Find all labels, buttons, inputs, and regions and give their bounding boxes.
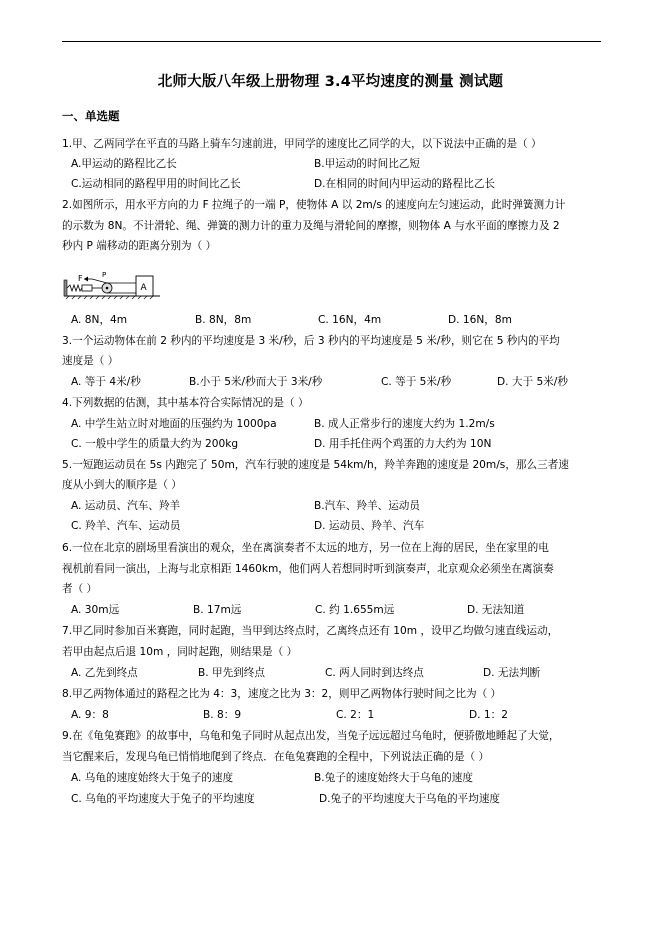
- q7-stem-line1: 7.甲乙同时参加百米赛跑，同时起跑，当甲到达终点时，乙离终点还有 10m ，设甲乙均做匀速直线运动，: [62, 625, 559, 637]
- q4-option-d: D. 用手托住两个鸡蛋的力大约为 10N: [314, 438, 492, 450]
- spring-scale: [67, 285, 82, 291]
- q3-option-a: A. 等于 4米/秒: [71, 376, 141, 388]
- force-arrow-head: [84, 277, 88, 282]
- block-a-label: A: [140, 283, 147, 293]
- q6-option-b: B. 17m远: [193, 604, 242, 616]
- pulley-diagram: [62, 265, 162, 303]
- q9-option-c: C. 乌龟的平均速度大于兔子的平均速度: [71, 793, 255, 805]
- q1-stem: 1.甲、乙两同学在平直的马路上骑车匀速前进，甲同学的速度比乙同学的大，以下说法中正确的是（ ）: [62, 138, 542, 150]
- q9-option-b: B.兔子的速度始终大于乌龟的速度: [314, 772, 473, 784]
- wall: [64, 280, 67, 296]
- q7-option-a: A. 乙先到终点: [71, 667, 138, 679]
- q1-option-d: D.在相同的时间内甲运动的路程比乙长: [314, 178, 496, 190]
- q6-option-a: A. 30m远: [71, 604, 120, 616]
- q4-stem: 4.下列数据的估测，其中基本符合实际情况的是（ ）: [62, 397, 309, 409]
- q8-option-a: A. 9：8: [71, 709, 109, 721]
- q9-option-d: D.兔子的平均速度大于乌龟的平均速度: [319, 793, 501, 805]
- q5-stem-line2: 度从小到大的顺序是（ ）: [62, 479, 182, 491]
- rope-pull: [92, 279, 107, 283]
- q3-option-d: D. 大于 5米/秒: [497, 376, 568, 388]
- q1-option-a: A.甲运动的路程比乙长: [71, 158, 177, 170]
- q7-stem-line2: 若甲由起点后退 10m ，同时起跑，则结果是（ ）: [62, 646, 298, 658]
- q5-option-a: A. 运动员、汽车、羚羊: [71, 500, 181, 512]
- pulley-axle: [106, 287, 109, 290]
- q4-option-c: C. 一般中学生的质量大约为 200kg: [71, 438, 239, 450]
- q9-stem-line2: 当它醒来后，发现乌龟已悄悄地爬到了终点．在龟兔赛跑的全程中，下列说法正确的是（ ）: [62, 751, 490, 763]
- q2-option-c: C. 16N，4m: [318, 314, 382, 326]
- q2-option-b: B. 8N，8m: [195, 314, 252, 326]
- q5-option-b: B.汽车、羚羊、运动员: [314, 500, 420, 512]
- q7-option-d: D. 无法判断: [483, 667, 541, 679]
- q1-option-c: C.运动相同的路程甲用的时间比乙长: [71, 178, 241, 190]
- q3-option-b: B.小于 5米/秒而大于 3米/秒: [189, 376, 323, 388]
- q5-option-d: D. 运动员、羚羊、汽车: [314, 520, 425, 532]
- q5-stem-line1: 5.一短跑运动员在 5s 内跑完了 50m，汽车行驶的速度是 54km/h，羚羊奔跑的速度是 20m/s，那么三者速: [62, 459, 569, 471]
- q6-option-c: C. 约 1.655m远: [315, 604, 395, 616]
- point-p-label: P: [102, 271, 107, 279]
- q2-option-a: A. 8N，4m: [71, 314, 128, 326]
- q6-stem-line2: 视机前看同一演出，上海与北京相距 1460km，他们两人若想同时听到演奏声，北京观众必须坐在离演奏: [62, 563, 554, 575]
- force-label: F: [78, 274, 83, 283]
- q6-option-d: D. 无法知道: [467, 604, 525, 616]
- q1-option-b: B.甲运动的时间比乙短: [314, 158, 420, 170]
- q2-option-d: D. 16N，8m: [448, 314, 512, 326]
- q8-option-c: C. 2：1: [336, 709, 375, 721]
- q7-option-c: C. 两人同时到达终点: [325, 667, 424, 679]
- page-title: 北师大版八年级上册物理 3.4平均速度的测量 测试题: [157, 74, 504, 90]
- q3-stem-line2: 速度是（ ）: [62, 355, 119, 367]
- scale-body: [82, 285, 92, 291]
- q4-option-a: A. 中学生站立时对地面的压强约为 1000pa: [71, 418, 277, 430]
- header-rule: [62, 41, 601, 42]
- q3-stem-line1: 3.一个运动物体在前 2 秒内的平均速度是 3 米/秒，后 3 秒内的平均速度是 5 米/秒，则它在 5 秒内的平均: [62, 335, 560, 347]
- q5-option-c: C. 羚羊、汽车、运动员: [71, 520, 181, 532]
- q6-stem-line1: 6.一位在北京的剧场里看演出的观众，坐在离演奏者不太远的地方，另一位在上海的居民，坐在家里的电: [62, 542, 549, 554]
- q8-stem: 8.甲乙两物体通过的路程之比为 4：3，速度之比为 3：2，则甲乙两物体行驶时间之比为（ ）: [62, 688, 502, 700]
- q2-stem-line2: 的示数为 8N。不计滑轮、绳、弹簧的测力计的重力及绳与滑轮间的摩擦，则物体 A 与水平面的摩擦力及 2: [62, 220, 560, 232]
- q8-option-d: D. 1：2: [469, 709, 508, 721]
- q6-stem-line3: 者（ ）: [62, 583, 98, 595]
- q4-option-b: B. 成人正常步行的速度大约为 1.2m/s: [314, 418, 495, 430]
- q8-option-b: B. 8：9: [203, 709, 242, 721]
- q9-stem-line1: 9.在《龟兔赛跑》的故事中，乌龟和兔子同时从起点出发，当兔子远远超过乌龟时，便骄傲地睡起了大觉，: [62, 730, 560, 742]
- q9-option-a: A. 乌龟的速度始终大于兔子的速度: [71, 772, 234, 784]
- q3-option-c: C. 等于 5米/秒: [381, 376, 452, 388]
- section-heading: 一、单选题: [62, 109, 120, 123]
- q2-stem-line3: 秒内 P 端移动的距离分别为（ ）: [62, 240, 217, 252]
- q2-stem-line1: 2.如图所示，用水平方向的力 F 拉绳子的一端 P，使物体 A 以 2m/s 的速度向左匀速运动，此时弹簧测力计: [62, 199, 566, 211]
- q7-option-b: B. 甲先到终点: [198, 667, 265, 679]
